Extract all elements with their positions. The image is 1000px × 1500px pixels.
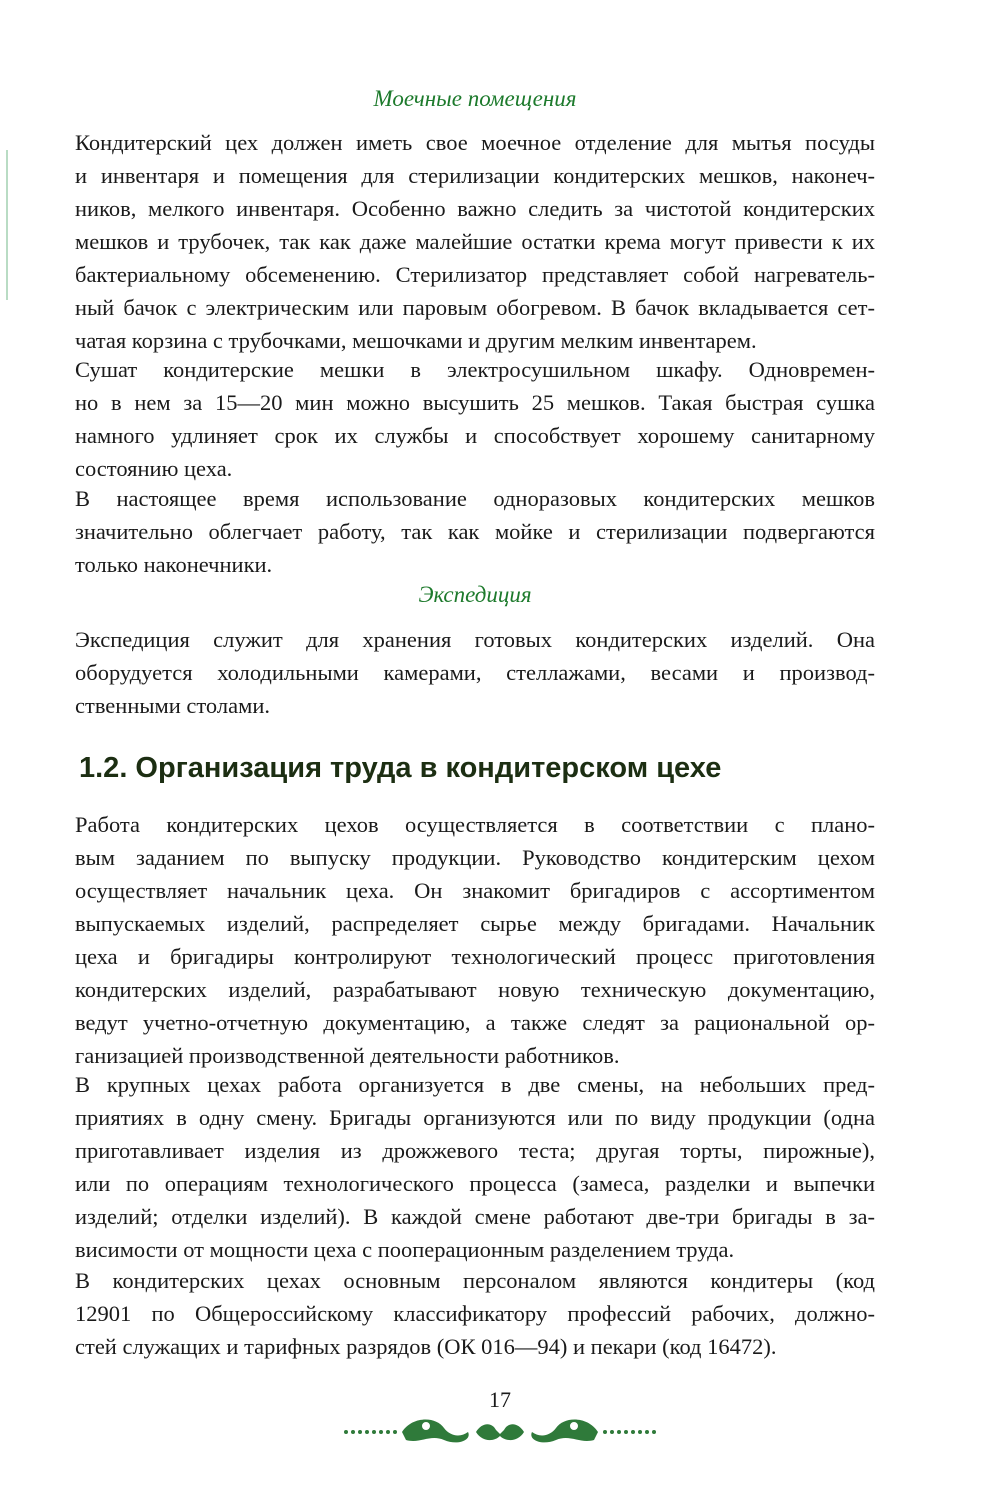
text-line: только наконечники. <box>75 552 273 577</box>
text-line: вым заданием по выпуску продукции. Руководство кондитерским цехом <box>75 845 875 870</box>
text-line: 12901 по Общероссийскому классификатору профессий рабочих, должно- <box>75 1301 875 1326</box>
text-line: оборудуется холодильными камерами, стеллажами, весами и производ- <box>75 660 875 685</box>
paragraph-washing <box>75 126 875 357</box>
text-line: приготавливает изделия из дрожжевого теста; другая торты, пирожные), <box>75 1138 875 1163</box>
subtitle-expedition: Экспедиция <box>418 582 532 607</box>
text-line: висимости от мощности цеха с пооперационным разделением труда. <box>75 1237 735 1262</box>
text-line: изделий; отделки изделий). В каждой смене работают две-три бригады в за- <box>75 1204 875 1229</box>
text-line: мешков и трубочек, так как даже малейшие остатки крема могут привести к их <box>75 229 875 254</box>
page-edge-mark <box>6 150 8 300</box>
text-line: В кондитерских цехах основным персоналом являются кондитеры (код <box>75 1268 875 1293</box>
text-line: и инвентаря и помещения для стерилизации кондитерских мешков, наконеч- <box>75 163 875 188</box>
text-line: В настоящее время использование одноразовых кондитерских мешков <box>75 486 875 511</box>
text-line: но в нем за 15—20 мин можно высушить 25 мешков. Такая быстрая сушка <box>75 390 875 415</box>
text-line: цеха и бригадиры контролируют технологический процесс приготовления <box>75 944 875 969</box>
text-line: Экспедиция служит для хранения готовых кондитерских изделий. Она <box>75 627 875 652</box>
text-line: ведут учетно-отчетную документацию, а также следят за рациональной ор- <box>75 1010 875 1035</box>
text-line: кондитерских изделий, разрабатывают новую техническую документацию, <box>75 977 875 1002</box>
text-line: намного удлиняет срок их службы и способствует хорошему санитарному <box>75 423 875 448</box>
text-line: Работа кондитерских цехов осуществляется в соответствии с плано- <box>75 812 875 837</box>
decorative-ornament-icon <box>340 1410 660 1450</box>
text-line: ников, мелкого инвентаря. Особенно важно следить за чистотой кондитерских <box>75 196 875 221</box>
section-heading: 1.2. Организация труда в кондитерском цехе <box>79 752 722 784</box>
paragraph-expedition <box>75 623 875 722</box>
text-line: чатая корзина с трубочками, мешочками и другим мелким инвентарем. <box>75 328 757 353</box>
text-line: состоянию цеха. <box>75 456 233 481</box>
text-line: осуществляет начальник цеха. Он знакомит бригадиров с ассортиментом <box>75 878 875 903</box>
text-line: Сушат кондитерские мешки в электросушильном шкафу. Одновремен- <box>75 357 875 382</box>
text-line: ственными столами. <box>75 693 270 718</box>
text-line: выпускаемых изделий, распределяет сырье между бригадами. Начальник <box>75 911 875 936</box>
paragraph-disposable-bags <box>75 482 875 581</box>
subtitle-washing-rooms: Моечные помещения <box>373 86 577 111</box>
page-number: 17 <box>489 1387 511 1412</box>
text-line: значительно облегчает работу, так как мойке и стерилизации подвергаются <box>75 519 875 544</box>
text-line: бактериальному обсеменению. Стерилизатор представляет собой нагреватель- <box>75 262 875 287</box>
text-line: стей служащих и тарифных разрядов (ОК 016—94) и пекари (код 16472). <box>75 1334 777 1359</box>
paragraph-work-organization <box>75 808 875 1072</box>
paragraph-shifts <box>75 1068 875 1266</box>
text-line: Кондитерский цех должен иметь свое моечное отделение для мытья посуды <box>75 130 875 155</box>
text-line: ганизацией производственной деятельности работников. <box>75 1043 620 1068</box>
text-line: В крупных цехах работа организуется в две смены, на небольших пред- <box>75 1072 875 1097</box>
text-line: ный бачок с электрическим или паровым обогревом. В бачок вкладывается сет- <box>75 295 875 320</box>
text-line: приятиях в одну смену. Бригады организуются или по виду продукции (одна <box>75 1105 875 1130</box>
paragraph-drying <box>75 353 875 485</box>
text-line: или по операциям технологического процесса (замеса, разделки и выпечки <box>75 1171 875 1196</box>
paragraph-personnel <box>75 1264 875 1363</box>
